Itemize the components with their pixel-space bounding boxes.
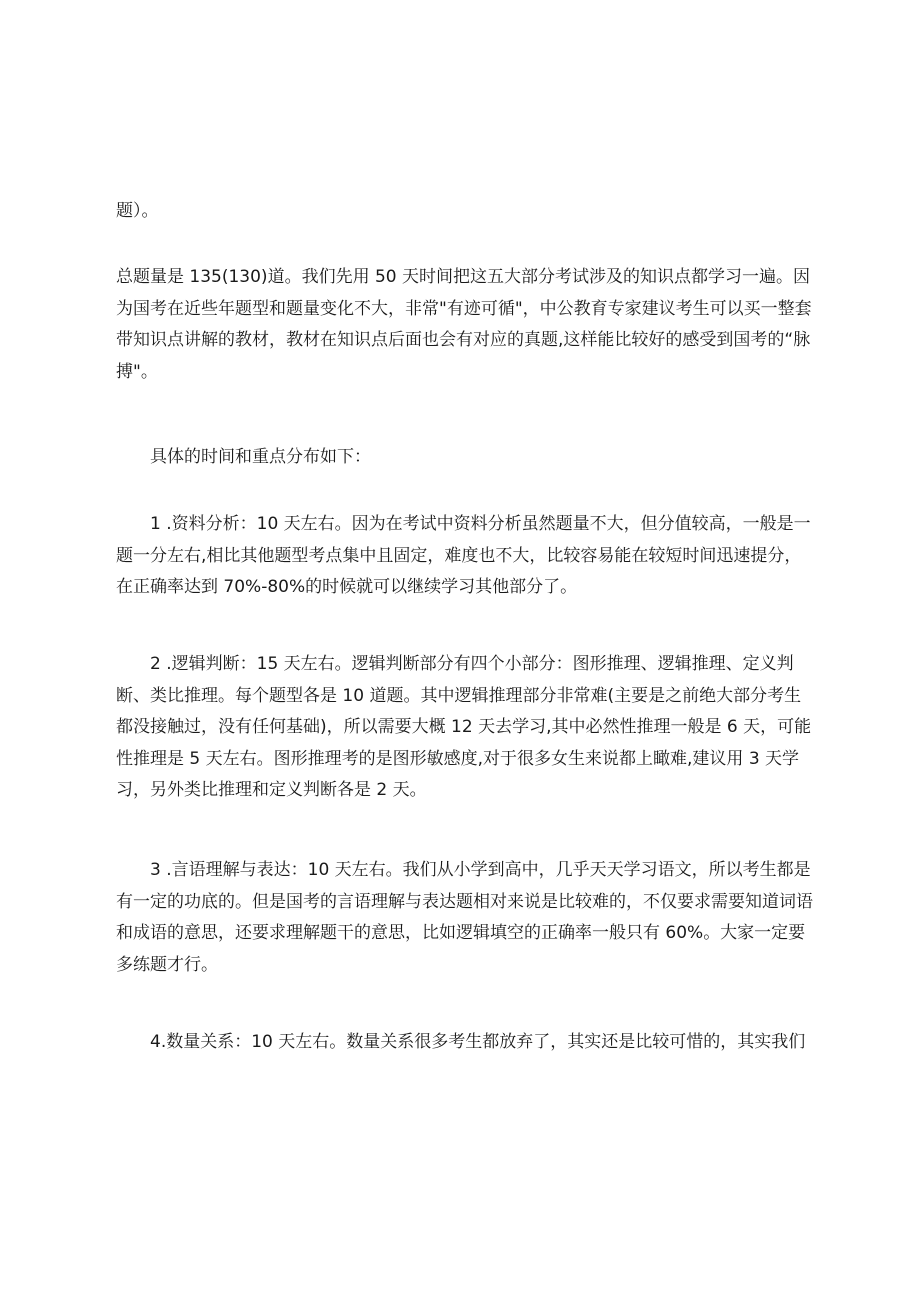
paragraph-logic-judgment: 2 .逻辑判断：15 天左右。逻辑判断部分有四个小部分：图形推理、逻辑推理、定义判断、类比推理。每个题型各是 10 道题。其中逻辑推理部分非常难(主要是之前绝大部分考生都没接触过，没有任何基础)，所以需要大概 12 天去学习,其中必然性推理一般是 6 天，可能性推理是 5 天左右。图形推理考的是图形敏感度,对于很多女生来说都上瞰难,建议用 3 天学习，另外类比推理和定义判断各是 2 天。 xyxy=(116,654,812,800)
paragraph-verbal-comprehension: 3 .言语理解与表达：10 天左右。我们从小学到高中，几乎天天学习语文，所以考生都是有一定的功底的。但是国考的言语理解与表达题相对来说是比较难的，不仅要求需要知道词语和成语的意思，还要求理解题干的意思，比如逻辑填空的正确率一般只有 60%。大家一定要多练题才行。 xyxy=(116,860,813,975)
paragraph-total-questions: 总题量是 135(130)道。我们先用 50 天时间把这五大部分考试涉及的知识点都学习一遍。因为国考在近些年题型和题量变化不大，非常"有迹可循"，中公教育专家建议考生可以买一整套带知识点讲解的教材，教材在知识点后面也会有对应的真题,这样能比较好的感受到国考的“脉搏"。 xyxy=(116,267,812,382)
paragraph-data-analysis: 1 .资料分析：10 天左右。因为在考试中资料分析虽然题量不大，但分值较高，一般是一题一分左右,相比其他题型考点集中且固定，难度也不大，比较容易能在较短时间迅速提分，在正确率达到 70%-80%的时候就可以继续学习其他部分了。 xyxy=(116,514,811,597)
paragraph-fragment: 题）。 xyxy=(116,201,159,221)
paragraph-quantitative-relations: 4.数量关系：10 天左右。数量关系很多考生都放弃了，其实还是比较可惜的，其实我们 xyxy=(150,1032,806,1052)
paragraph-schedule-intro: 具体的时间和重点分布如下： xyxy=(150,447,371,467)
